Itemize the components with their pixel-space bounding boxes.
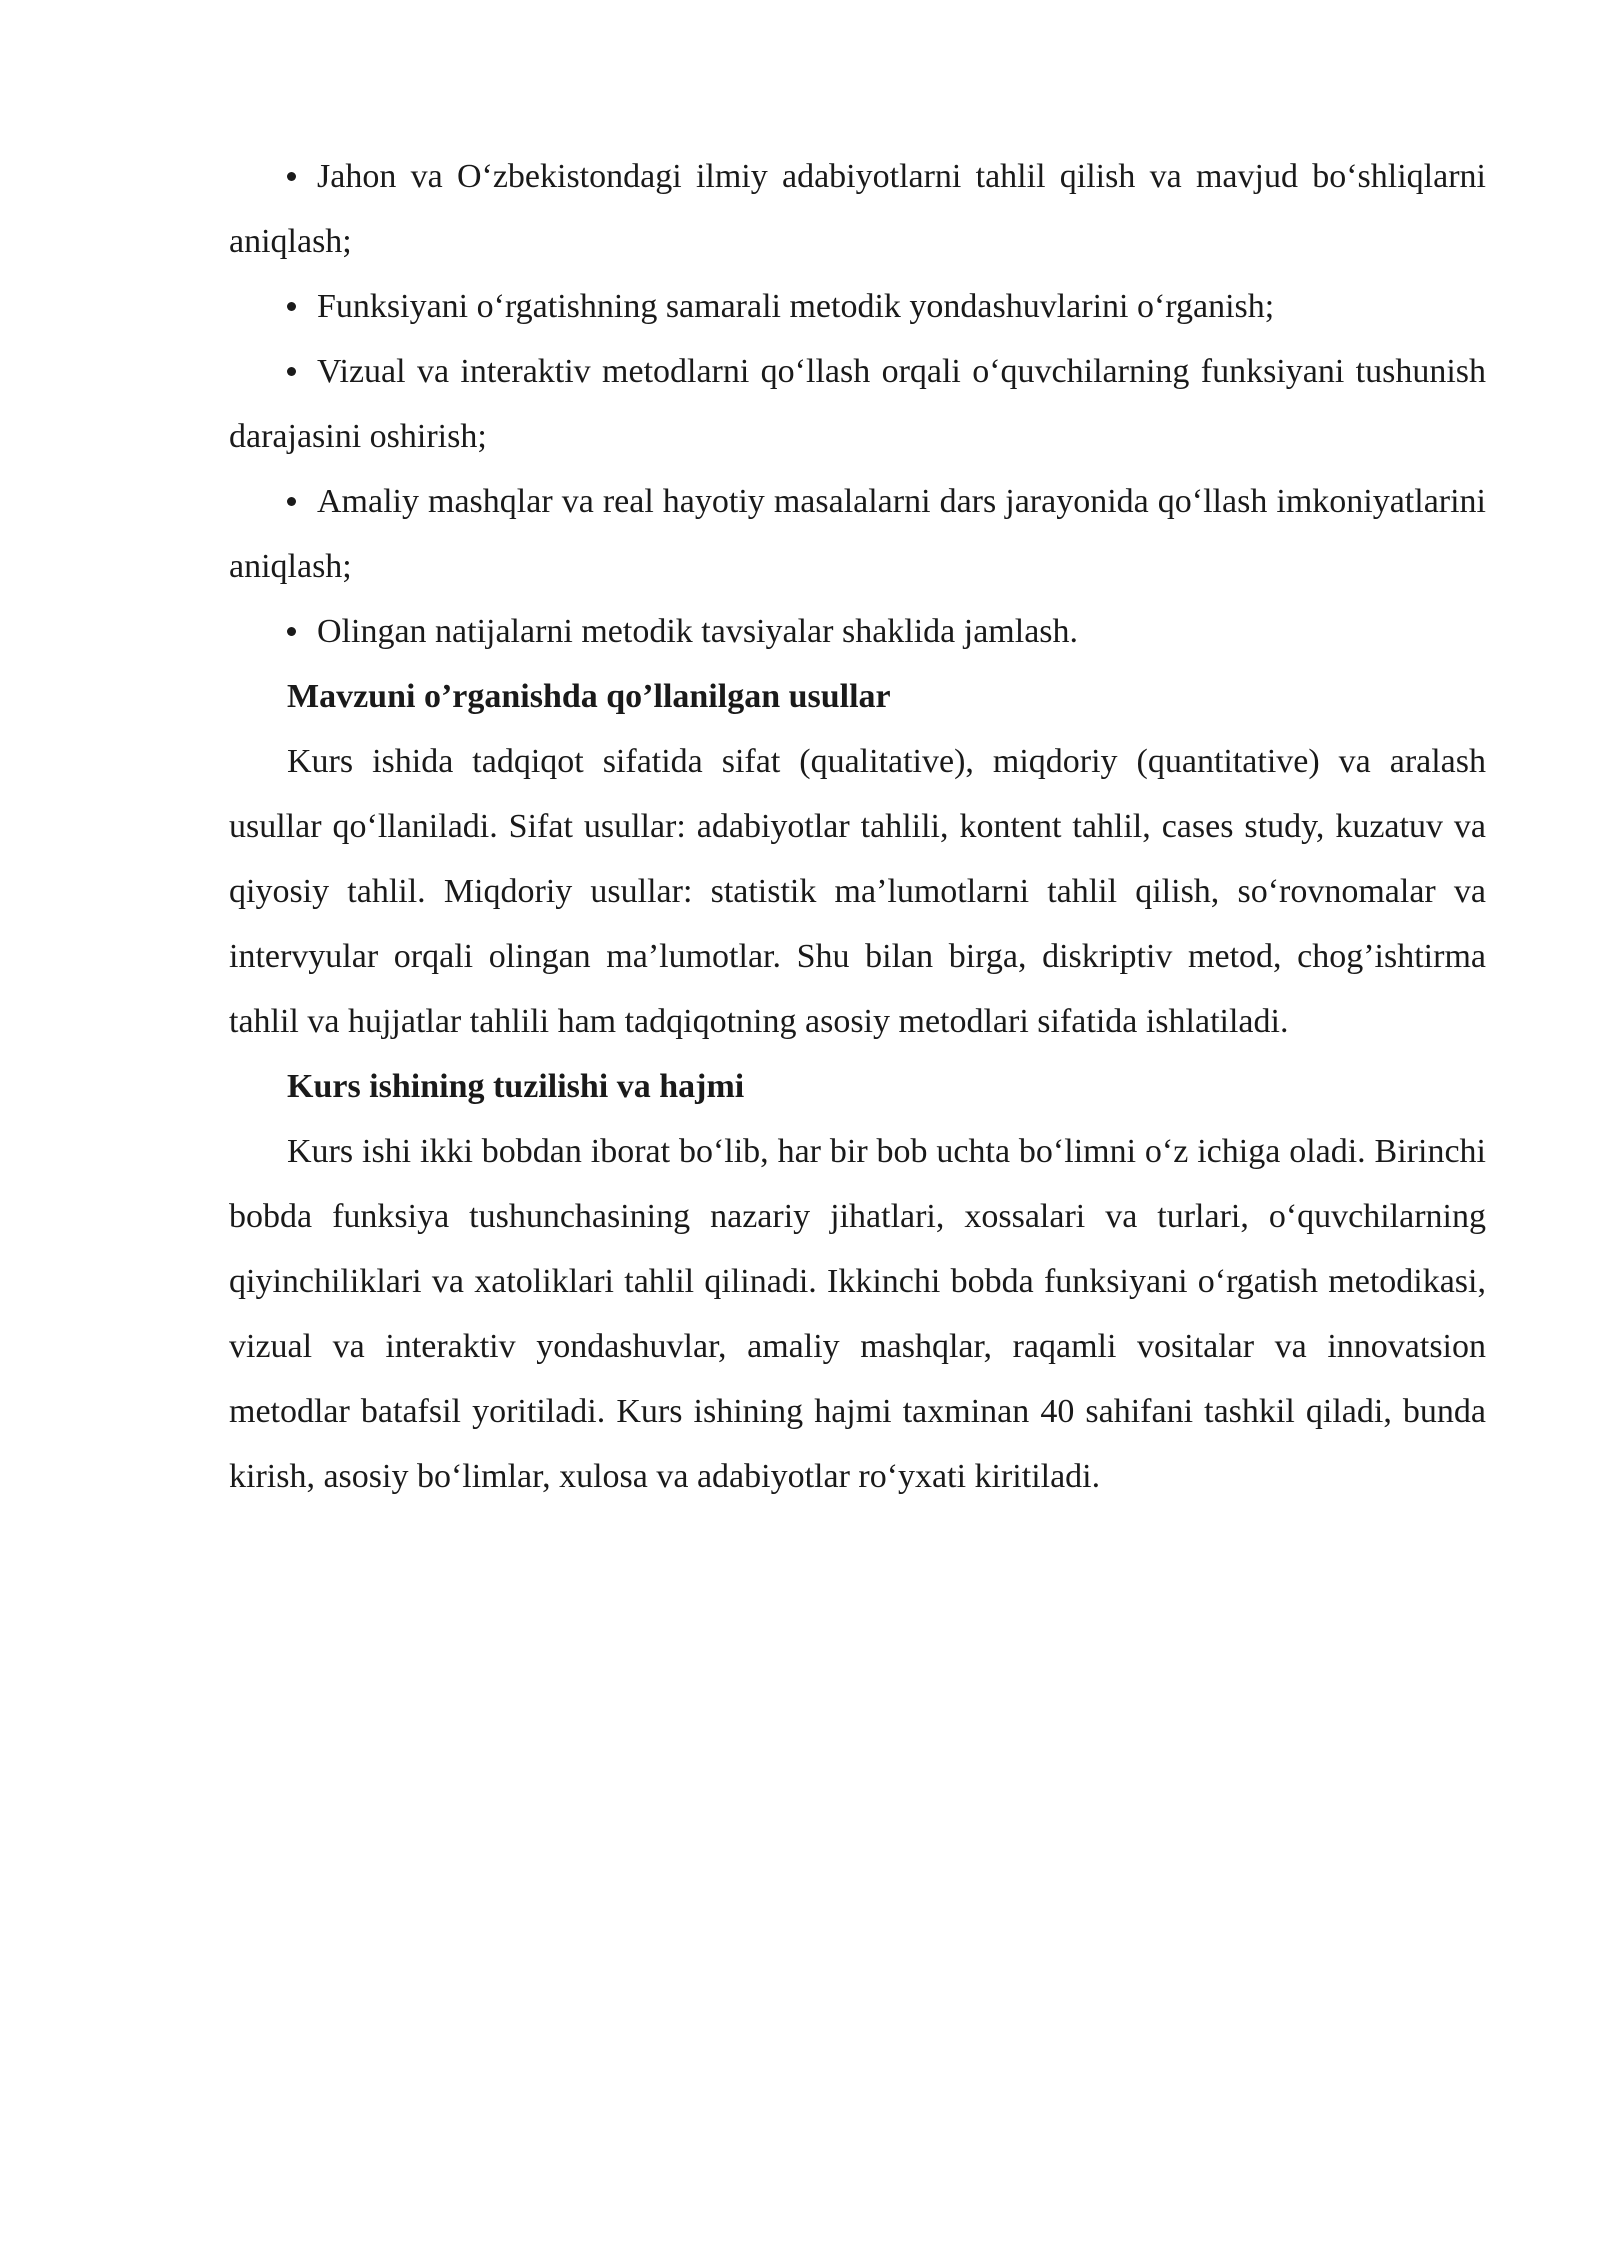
page-content [229,144,1486,1509]
section-heading-methods: Mavzuni o’rganishda qo’llanilgan usullar [287,678,891,715]
bullet-item [229,599,1486,664]
bullet-text: Funksiyani o‘rgatishning samarali metodik yondashuvlarini o‘rganish; [317,288,1275,325]
bullet-icon [287,172,296,181]
bullet-item [229,339,1486,469]
bullet-text: Olingan natijalarni metodik tavsiyalar shaklida jamlash. [317,613,1079,650]
bullet-item [229,274,1486,339]
section-heading-structure: Kurs ishining tuzilishi va hajmi [287,1068,745,1105]
bullet-icon [287,627,296,636]
methods-paragraph: Kurs ishida tadqiqot sifatida sifat (qualitative), miqdoriy (quantitative) va aralash usullar qo‘llaniladi. Sifat usullar: adabiyotlar tahlili, kontent tahlil, cases study, kuzatuv va qiyosiy tahlil. Miqdoriy usullar: statistik ma’lumotlarni tahlil qilish, so‘rovnomalar va intervyular orqali olingan ma’lumotlar. Shu bilan birga, diskriptiv metod, chog’ishtirma tahlil va hujjatlar tahlili ham tadqiqotning asosiy metodlari sifatida ishlatiladi. [229,743,1486,1040]
bullet-icon [287,302,296,311]
bullet-icon [287,497,296,506]
bullet-item [229,144,1486,274]
bullet-item [229,469,1486,599]
structure-paragraph: Kurs ishi ikki bobdan iborat bo‘lib, har bir bob uchta bo‘limni o‘z ichiga oladi. Birinchi bobda funksiya tushunchasining nazariy jihatlari, xossalari va turlari, o‘quvchilarning qiyinchiliklari va xatoliklari tahlil qilinadi. Ikkinchi bobda funksiyani o‘rgatish metodikasi, vizual va interaktiv yondashuvlar, amaliy mashqlar, raqamli vositalar va innovatsion metodlar batafsil yoritiladi. Kurs ishining hajmi taxminan 40 sahifani tashkil qiladi, bunda kirish, asosiy bo‘limlar, xulosa va adabiyotlar ro‘yxati kiritiladi. [229,1133,1486,1495]
bullet-text: Amaliy mashqlar va real hayotiy masalalarni dars jarayonida qo‘llash imkoniyatlarini aniqlash; [229,483,1486,585]
bullet-icon [287,367,296,376]
bullet-text: Jahon va O‘zbekistondagi ilmiy adabiyotlarni tahlil qilish va mavjud bo‘shliqlarni aniqlash; [229,158,1486,260]
bullet-text: Vizual va interaktiv metodlarni qo‘llash orqali o‘quvchilarning funksiyani tushunish darajasini oshirish; [229,353,1486,455]
